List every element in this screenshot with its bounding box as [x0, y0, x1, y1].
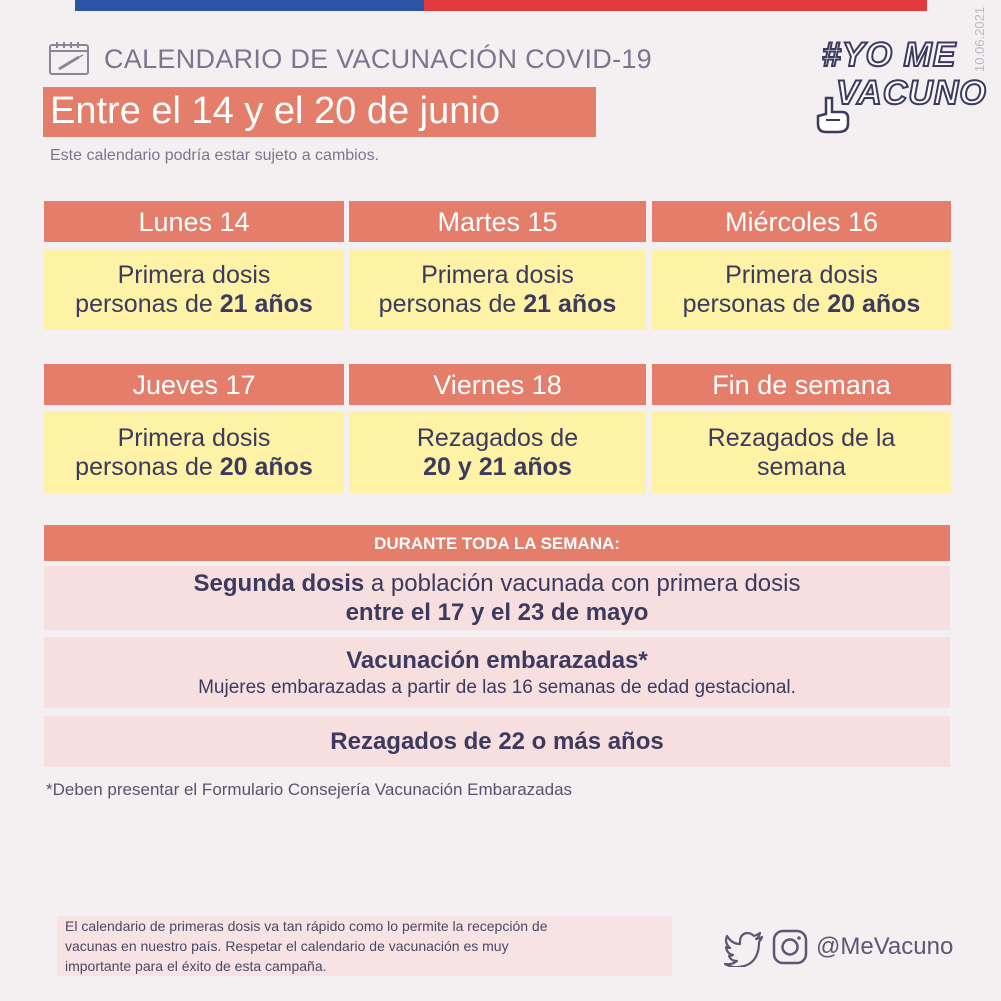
day-body-fin-de-semana — [652, 412, 951, 493]
day-body-line1: Primera dosis — [725, 260, 878, 289]
twitter-icon[interactable] — [724, 931, 764, 967]
footnote: *Deben presentar el Formulario Consejería Vacunación Embarazadas — [46, 780, 573, 799]
day-body-line1: Rezagados de — [416, 423, 579, 452]
day-body-line1: Rezagados de la — [707, 423, 896, 452]
day-body-line2: personas de 20 años — [75, 452, 313, 481]
second-dose-line1: Segunda dosis a población vacunada con primera dosis — [193, 570, 801, 597]
day-body-line1: Primera dosis — [117, 423, 271, 452]
day-body-viernes — [349, 412, 646, 493]
second-dose-line2: entre el 17 y el 23 de mayo — [345, 599, 649, 626]
day-header-viernes: Viernes 18 — [349, 364, 646, 405]
social-handle[interactable]: @MeVacuno — [816, 933, 954, 960]
raised-finger-hand-icon — [812, 94, 852, 134]
day-header-lunes: Lunes 14 — [44, 201, 344, 242]
laggards-22-plus-row — [44, 716, 950, 767]
day-body-line2: 20 y 21 años — [423, 452, 572, 481]
publication-date: 10.06.2021 — [972, 6, 987, 72]
day-body-line1: Primera dosis — [117, 260, 271, 289]
day-body-line2: personas de 21 años — [378, 289, 617, 318]
flag-stripe-blue — [75, 0, 424, 11]
day-header-miercoles: Miércoles 16 — [652, 201, 951, 242]
second-dose-row — [44, 566, 950, 630]
day-body-lunes — [44, 249, 344, 330]
day-header-fin-de-semana: Fin de semana — [652, 364, 951, 405]
day-body-line2: semana — [757, 452, 846, 481]
pregnant-vaccination-row — [44, 637, 950, 708]
day-body-jueves — [44, 412, 344, 493]
pregnant-vaccination-title: Vacunación embarazadas* — [346, 646, 648, 674]
page-title: CALENDARIO DE VACUNACIÓN COVID-19 — [104, 44, 653, 74]
flag-stripe-red — [424, 0, 927, 11]
logo-line1: #YO ME — [822, 36, 957, 74]
disclaimer-box — [57, 916, 672, 976]
day-body-martes — [349, 249, 646, 330]
all-week-header: DURANTE TODA LA SEMANA: — [44, 525, 950, 561]
disclaimer-line: importante para el éxito de esta campaña. — [65, 958, 327, 974]
laggards-22-plus-title: Rezagados de 22 o más años — [330, 727, 664, 755]
date-range-text: Entre el 14 y el 20 de junio — [50, 90, 500, 132]
day-body-line2: personas de 20 años — [682, 289, 921, 318]
day-header-jueves: Jueves 17 — [44, 364, 344, 405]
subject-to-change-note: Este calendario podría estar sujeto a cambios. — [50, 147, 380, 164]
instagram-icon[interactable] — [772, 929, 808, 965]
day-body-miercoles — [652, 249, 951, 330]
calendar-syringe-icon — [48, 40, 90, 76]
day-body-line1: Primera dosis — [421, 260, 574, 289]
day-header-martes: Martes 15 — [349, 201, 646, 242]
logo-line2: VACUNO — [836, 74, 987, 112]
day-body-line2: personas de 21 años — [75, 289, 313, 318]
pregnant-vaccination-text: Mujeres embarazadas a partir de las 16 semanas de edad gestacional. — [198, 676, 796, 698]
disclaimer-line: El calendario de primeras dosis va tan rápido como lo permite la recepción de — [65, 918, 548, 934]
disclaimer-line: vacunas en nuestro país. Respetar el calendario de vacunación es muy — [65, 938, 509, 954]
